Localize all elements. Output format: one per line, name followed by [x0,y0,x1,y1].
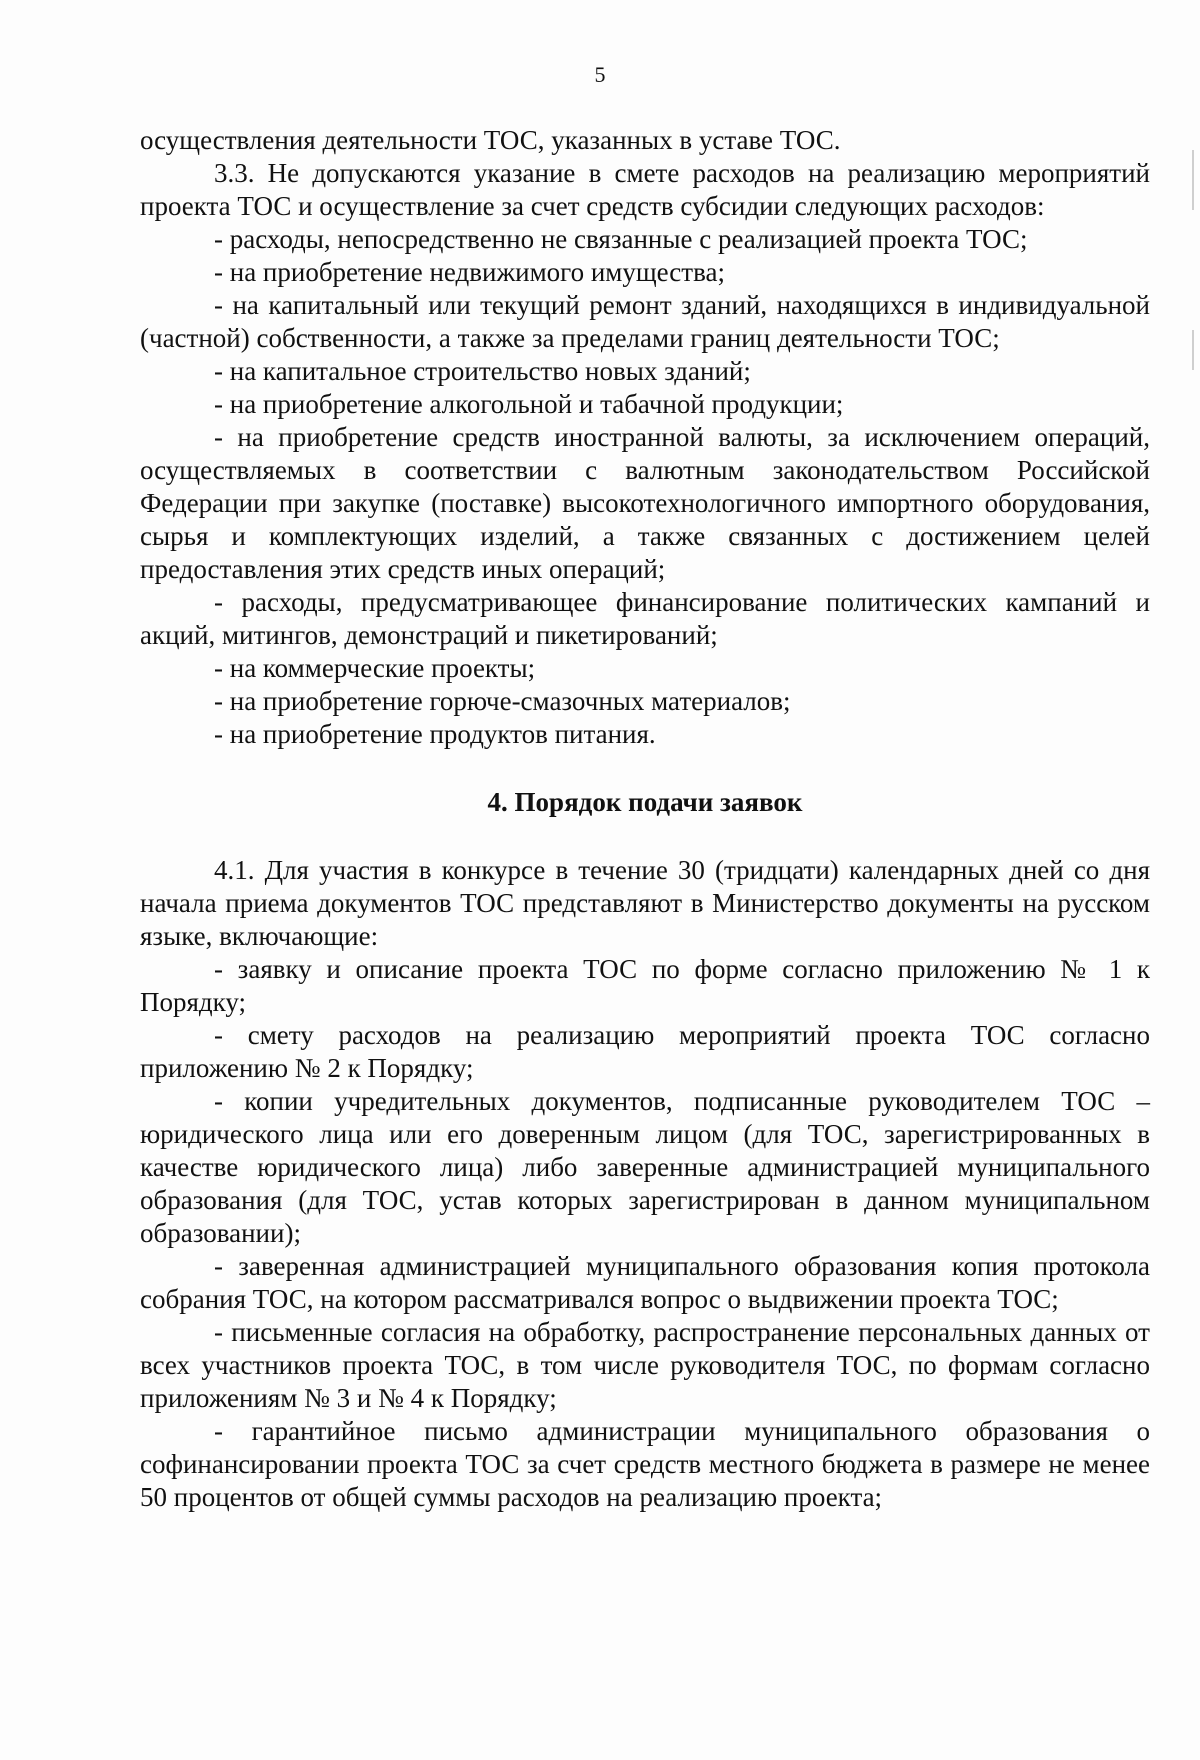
list-item: - на капитальный или текущий ремонт зданий, находящихся в индивидуальной (частной) собственности, а также за пределами границ деятельности ТОС; [140,290,1150,353]
section3-tail-paragraph: осуществления деятельности ТОС, указанных в уставе ТОС. [140,125,841,155]
list-item: - на коммерческие проекты; [214,653,536,683]
document-body [140,124,1150,1514]
list-item: - на приобретение горюче-смазочных материалов; [214,686,791,716]
scan-edge-mark [1192,150,1194,210]
list-item: - копии учредительных документов, подписанные руководителем ТОС – юридического лица или его доверенным лицом (для ТОС, зарегистрированных в качестве юридического лица) либо заверенные администрацией муниципального образования (для ТОС, устав которых зарегистрирован в данном муниципальном образовании); [140,1086,1150,1248]
section4-heading: 4. Порядок подачи заявок [487,787,803,817]
section3-3-intro: 3.3. Не допускаются указание в смете расходов на реализацию мероприятий проекта ТОС и осуществление за счет средств субсидии следующих расходов: [140,158,1150,221]
scan-edge-mark [1192,330,1194,370]
list-item: - заверенная администрацией муниципального образования копия протокола собрания ТОС, на котором рассматривался вопрос о выдвижении проекта ТОС; [140,1251,1150,1314]
list-item: - гарантийное письмо администрации муниципального образования о софинансировании проекта ТОС за счет средств местного бюджета в размере не менее 50 процентов от общей суммы расходов на реализацию проекта; [140,1416,1150,1512]
list-item: - на приобретение продуктов питания. [214,719,656,749]
list-item: - письменные согласия на обработку, распространение персональных данных от всех участников проекта ТОС, в том числе руководителя ТОС, по формам согласно приложениям № 3 и № 4 к Порядку; [140,1317,1150,1413]
list-item: - смету расходов на реализацию мероприятий проекта ТОС согласно приложению № 2 к Порядку; [140,1020,1150,1083]
list-item: - расходы, предусматривающее финансирование политических кампаний и акций, митингов, демонстраций и пикетирований; [140,587,1150,650]
list-item: - на приобретение алкогольной и табачной продукции; [214,389,844,419]
section4-1-intro: 4.1. Для участия в конкурсе в течение 30 (тридцати) календарных дней со дня начала приема документов ТОС представляют в Министерство документы на русском языке, включающие: [140,855,1150,951]
list-item: - на приобретение средств иностранной валюты, за исключением операций, осуществляемых в соответствии с валютным законодательством Российской Федерации при закупке (поставке) высокотехнологичного импортного оборудования, сырья и комплектующих изделий, а также связанных с достижением целей предоставления этих средств иных операций; [140,422,1150,584]
list-item: - на капитальное строительство новых зданий; [214,356,751,386]
list-item: - заявку и описание проекта ТОС по форме согласно приложению № 1 к Порядку; [140,954,1150,1017]
page-number: 5 [594,62,606,87]
list-item: - расходы, непосредственно не связанные с реализацией проекта ТОС; [214,224,1028,254]
list-item: - на приобретение недвижимого имущества; [214,257,725,287]
